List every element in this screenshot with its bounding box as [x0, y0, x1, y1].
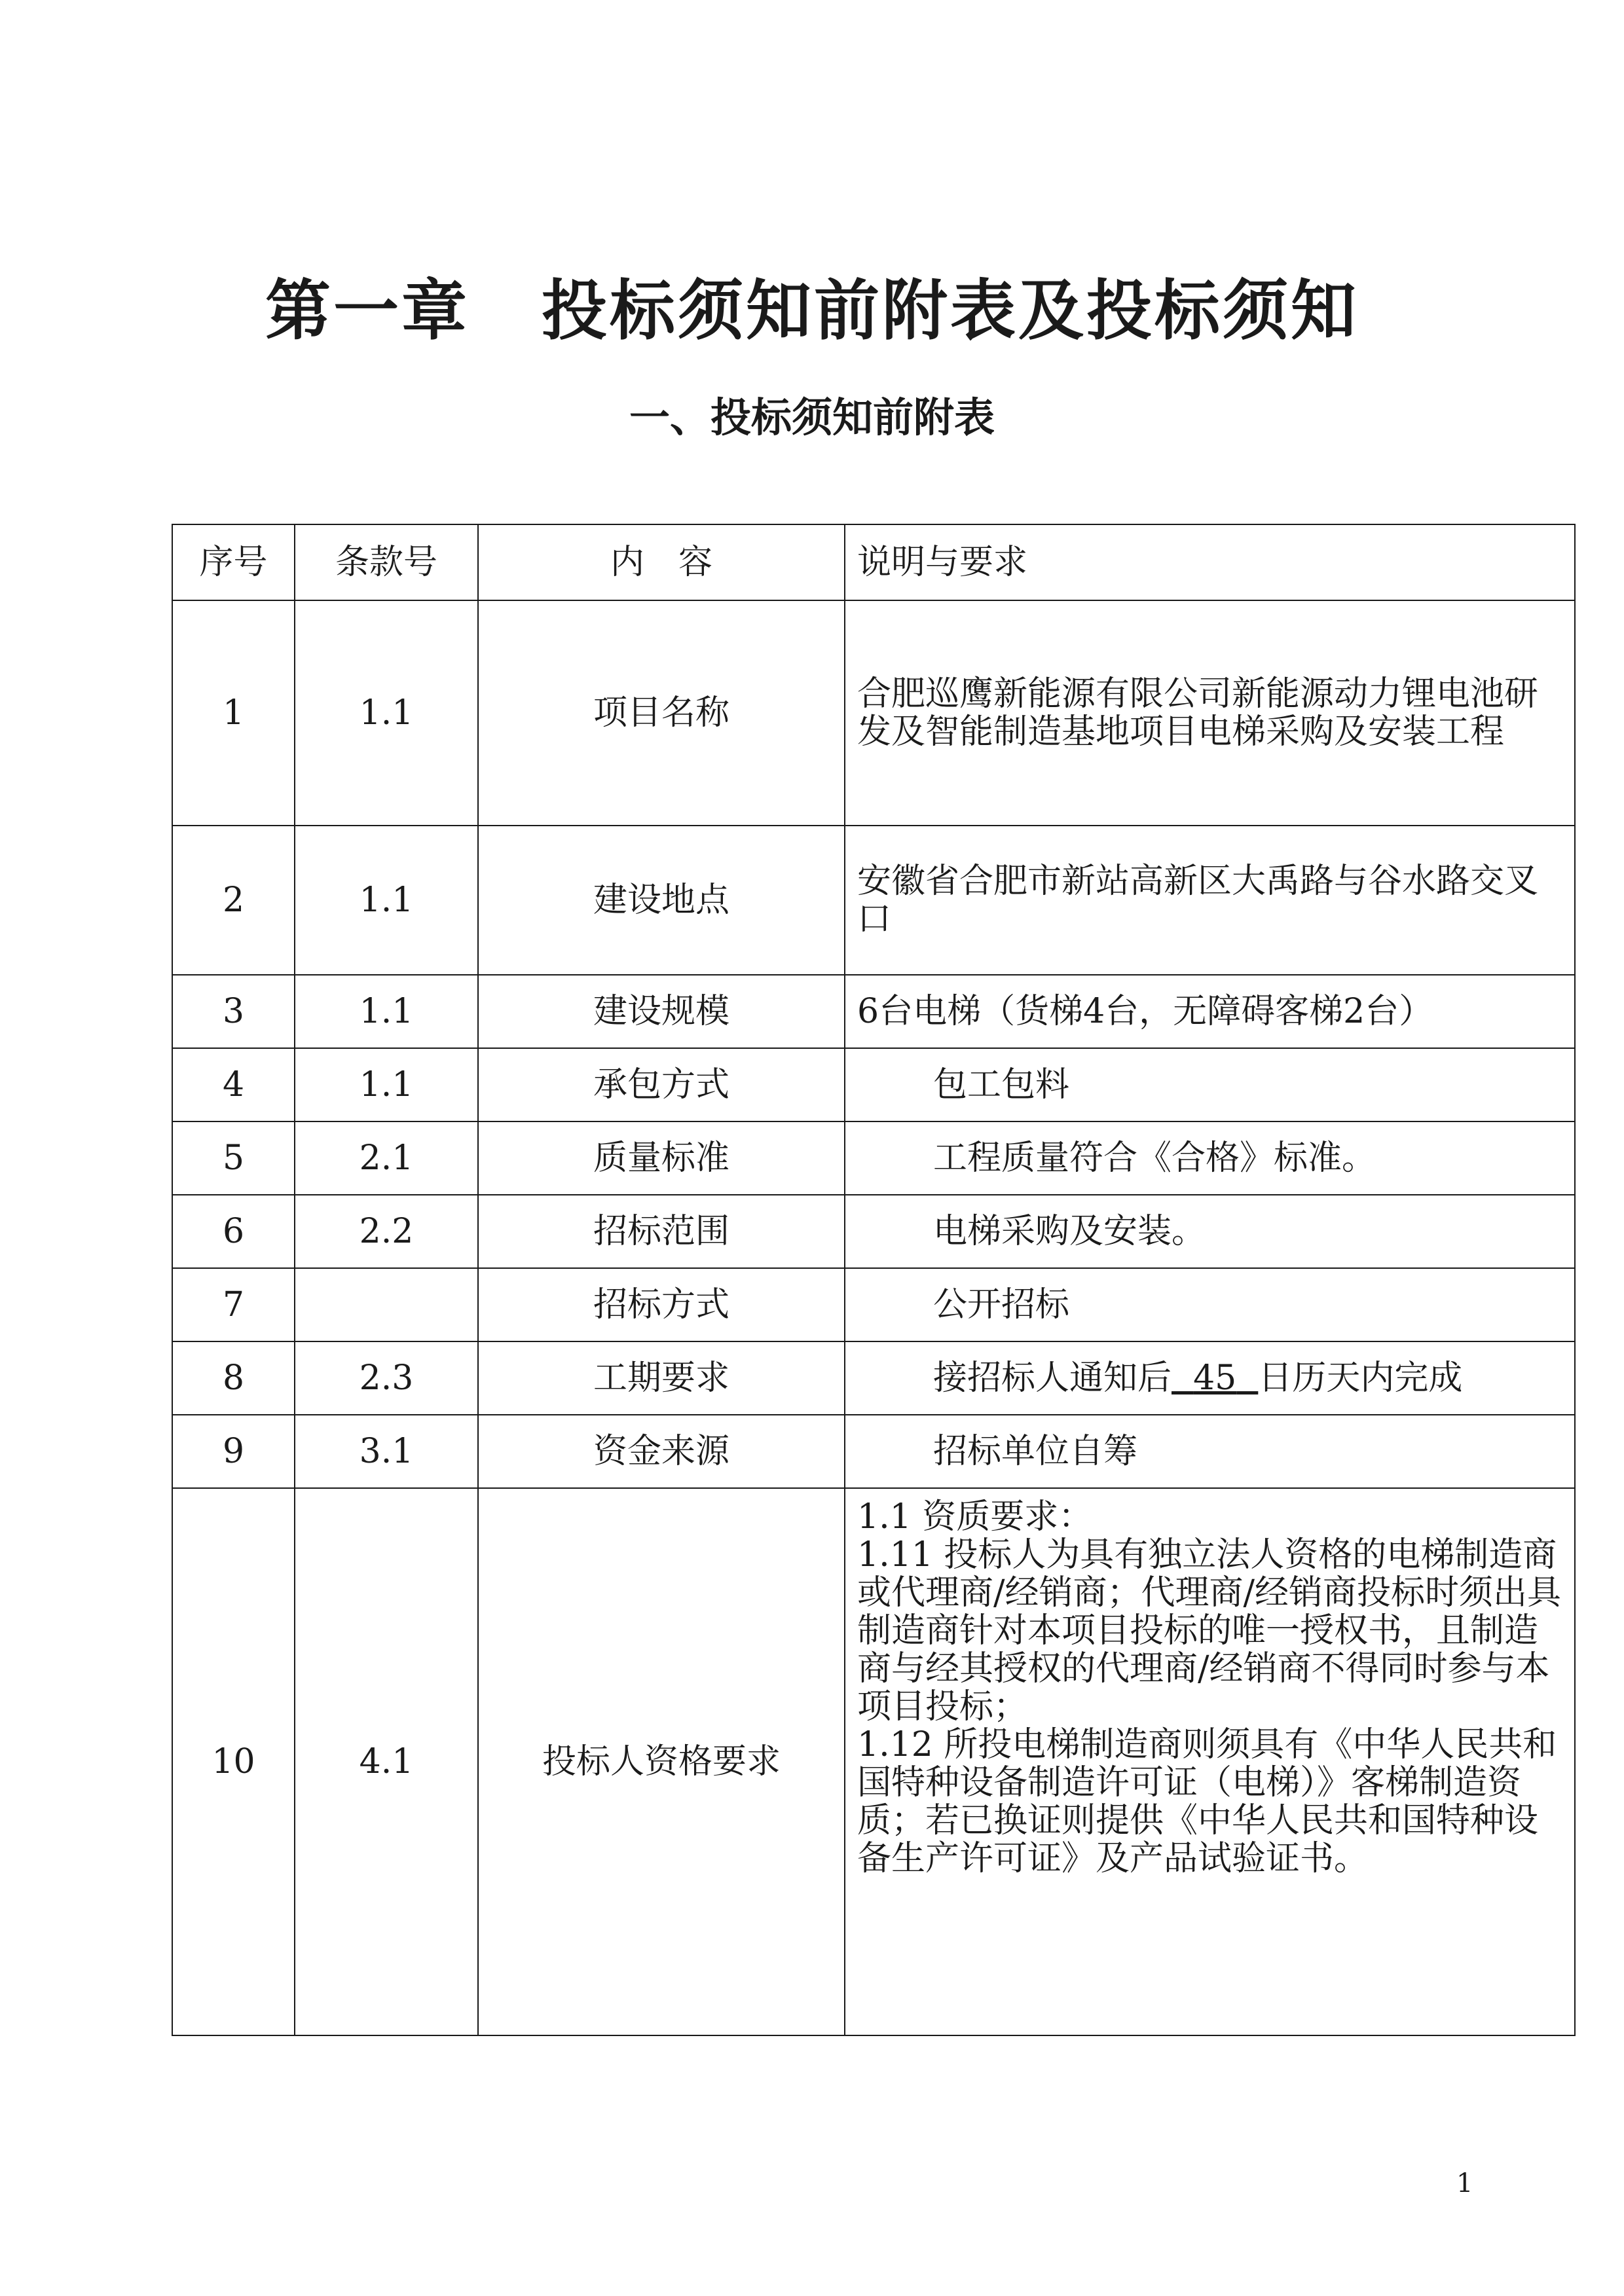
cell-content: 项目名称: [478, 600, 845, 826]
table-row: [172, 1121, 1575, 1195]
cell-content: 招标范围: [478, 1195, 845, 1268]
table-row: [172, 1048, 1575, 1121]
cell-content: 投标人资格要求: [478, 1488, 845, 2035]
table-row: [172, 600, 1575, 826]
table-row: [172, 826, 1575, 975]
cell-no: 1: [172, 600, 295, 826]
header-clause: 条款号: [295, 524, 478, 600]
cell-content: 资金来源: [478, 1415, 845, 1488]
cell-clause: [295, 1268, 478, 1341]
cell-content: 质量标准: [478, 1121, 845, 1195]
cell-no: 3: [172, 975, 295, 1048]
cell-clause: 1.1: [295, 975, 478, 1048]
cell-clause: 1.1: [295, 826, 478, 975]
table-row: [172, 1195, 1575, 1268]
bid-instructions-table: [172, 524, 1576, 2036]
cell-no: 8: [172, 1341, 295, 1415]
qualification-line: 1.1 资质要求：: [857, 1497, 1093, 1537]
qualification-line: 1.11 投标人为具有独立法人资格的电梯制造商或代理商/经销商；代理商/经销商投标时须出具制造商针对本项目投标的唯一授权书，且制造商与经其授权的代理商/经销商不得同时参与本项目投标；: [857, 1535, 1562, 1726]
cell-content: 承包方式: [478, 1048, 845, 1121]
cell-desc: 工程质量符合《合格》标准。: [845, 1121, 1575, 1195]
cell-content: 建设地点: [478, 826, 845, 975]
cell-no: 7: [172, 1268, 295, 1341]
cell-clause: 3.1: [295, 1415, 478, 1488]
qualification-line: 1.12 所投电梯制造商则须具有《中华人民共和国特种设备制造许可证（电梯）》客梯制造资质；若已换证则提供《中华人民共和国特种设备生产许可证》及产品试验证书。: [857, 1725, 1557, 1878]
duration-suffix: 日历天内完成: [1258, 1358, 1463, 1398]
cell-content: 招标方式: [478, 1268, 845, 1341]
duration-days: [1172, 1358, 1258, 1398]
table-header-row: [172, 524, 1575, 600]
chapter-name: 投标须知前附表及投标须知: [542, 272, 1359, 349]
cell-clause: 4.1: [295, 1488, 478, 2035]
header-desc: 说明与要求: [845, 524, 1575, 600]
table-row: [172, 1415, 1575, 1488]
cell-desc-qualification: [845, 1488, 1575, 2035]
cell-desc: 安徽省合肥市新站高新区大禹路与谷水路交叉口: [845, 826, 1575, 975]
page-number: 1: [1456, 2168, 1473, 2198]
cell-desc: [845, 1341, 1575, 1415]
cell-clause: 1.1: [295, 600, 478, 826]
header-no: 序号: [172, 524, 295, 600]
cell-clause: 2.2: [295, 1195, 478, 1268]
cell-desc: 包工包料: [845, 1048, 1575, 1121]
cell-content: 建设规模: [478, 975, 845, 1048]
section-title: 一、投标须知前附表: [629, 393, 995, 441]
table-row: [172, 1341, 1575, 1415]
cell-no: 5: [172, 1121, 295, 1195]
chapter-number: 第一章: [265, 272, 470, 349]
cell-desc: 招标单位自筹: [845, 1415, 1575, 1488]
duration-days-value: 45: [1193, 1358, 1237, 1398]
cell-clause: 2.3: [295, 1341, 478, 1415]
cell-desc: 电梯采购及安装。: [845, 1195, 1575, 1268]
cell-no: 4: [172, 1048, 295, 1121]
cell-desc: 6台电梯（货梯4台，无障碍客梯2台）: [845, 975, 1575, 1048]
table-row: [172, 1488, 1575, 2035]
cell-no: 6: [172, 1195, 295, 1268]
cell-no: 10: [172, 1488, 295, 2035]
chapter-title: [0, 259, 1624, 363]
cell-no: 2: [172, 826, 295, 975]
duration-prefix: 接招标人通知后: [933, 1358, 1172, 1398]
cell-clause: 2.1: [295, 1121, 478, 1195]
table-row: [172, 1268, 1575, 1341]
cell-content: 工期要求: [478, 1341, 845, 1415]
cell-clause: 1.1: [295, 1048, 478, 1121]
cell-desc: 合肥巡鹰新能源有限公司新能源动力锂电池研发及智能制造基地项目电梯采购及安装工程: [845, 600, 1575, 826]
cell-no: 9: [172, 1415, 295, 1488]
table-row: [172, 975, 1575, 1048]
header-content: 内 容: [478, 524, 845, 600]
cell-desc: 公开招标: [845, 1268, 1575, 1341]
